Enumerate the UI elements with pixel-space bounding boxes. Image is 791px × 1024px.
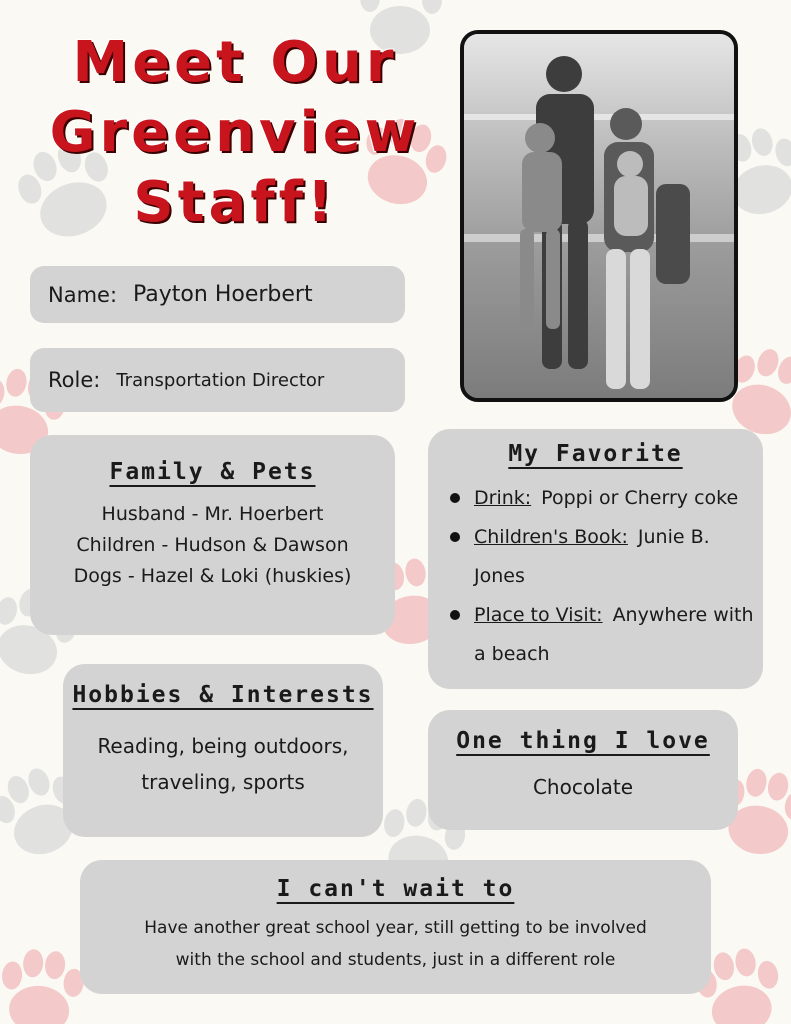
hobbies-interests-card [63,664,383,837]
hobbies-heading: Hobbies & Interests [72,682,374,708]
favorite-drink-value: Poppi or Cherry coke [541,487,739,509]
favorite-book-value: Junie B. Jones [474,526,710,587]
paw-print-icon [0,947,86,1024]
family-pets-card [30,435,395,635]
family-line: Husband - Mr. Hoerbert [101,503,324,525]
name-value: Payton Hoerbert [133,282,313,307]
favorite-place-label: Place to Visit: [474,604,603,626]
name-field [30,266,405,323]
favorite-place-value: Anywhere with a beach [474,604,754,665]
favorite-item [428,596,763,674]
bullet-icon [450,493,460,503]
favorite-drink-label: Drink: [474,487,532,509]
hobbies-line: traveling, sports [141,770,305,794]
family-photo-image [464,34,734,398]
role-value: Transportation Director [116,369,325,391]
family-line: Children - Hudson & Dawson [76,534,349,556]
name-label: Name: [48,282,118,307]
title-line-3: Staff! [133,170,337,235]
title-line-2: Greenview [49,100,421,165]
cant-wait-heading: I can't wait to [276,876,515,902]
cant-wait-line: with the school and students, just in a different role [175,950,616,970]
bullet-icon [450,610,460,620]
my-favorite-card [428,429,763,689]
love-text: Chocolate [532,775,634,799]
role-label: Role: [48,368,101,392]
cant-wait-card [80,860,711,994]
one-thing-i-love-card [428,710,738,830]
favorite-item [428,518,763,596]
role-field [30,348,405,412]
my-favorite-heading: My Favorite [508,441,683,467]
family-pets-heading: Family & Pets [109,459,316,485]
title-line-1: Meet Our [72,30,398,95]
bullet-icon [450,532,460,542]
staff-photo [460,30,738,402]
favorite-item [428,479,763,518]
hobbies-line: Reading, being outdoors, [97,734,349,758]
family-line: Dogs - Hazel & Loki (huskies) [73,565,352,587]
cant-wait-line: Have another great school year, still getting to be involved [144,918,647,938]
favorite-book-label: Children's Book: [474,526,628,548]
page-title [20,28,450,238]
love-heading: One thing I love [456,728,710,754]
